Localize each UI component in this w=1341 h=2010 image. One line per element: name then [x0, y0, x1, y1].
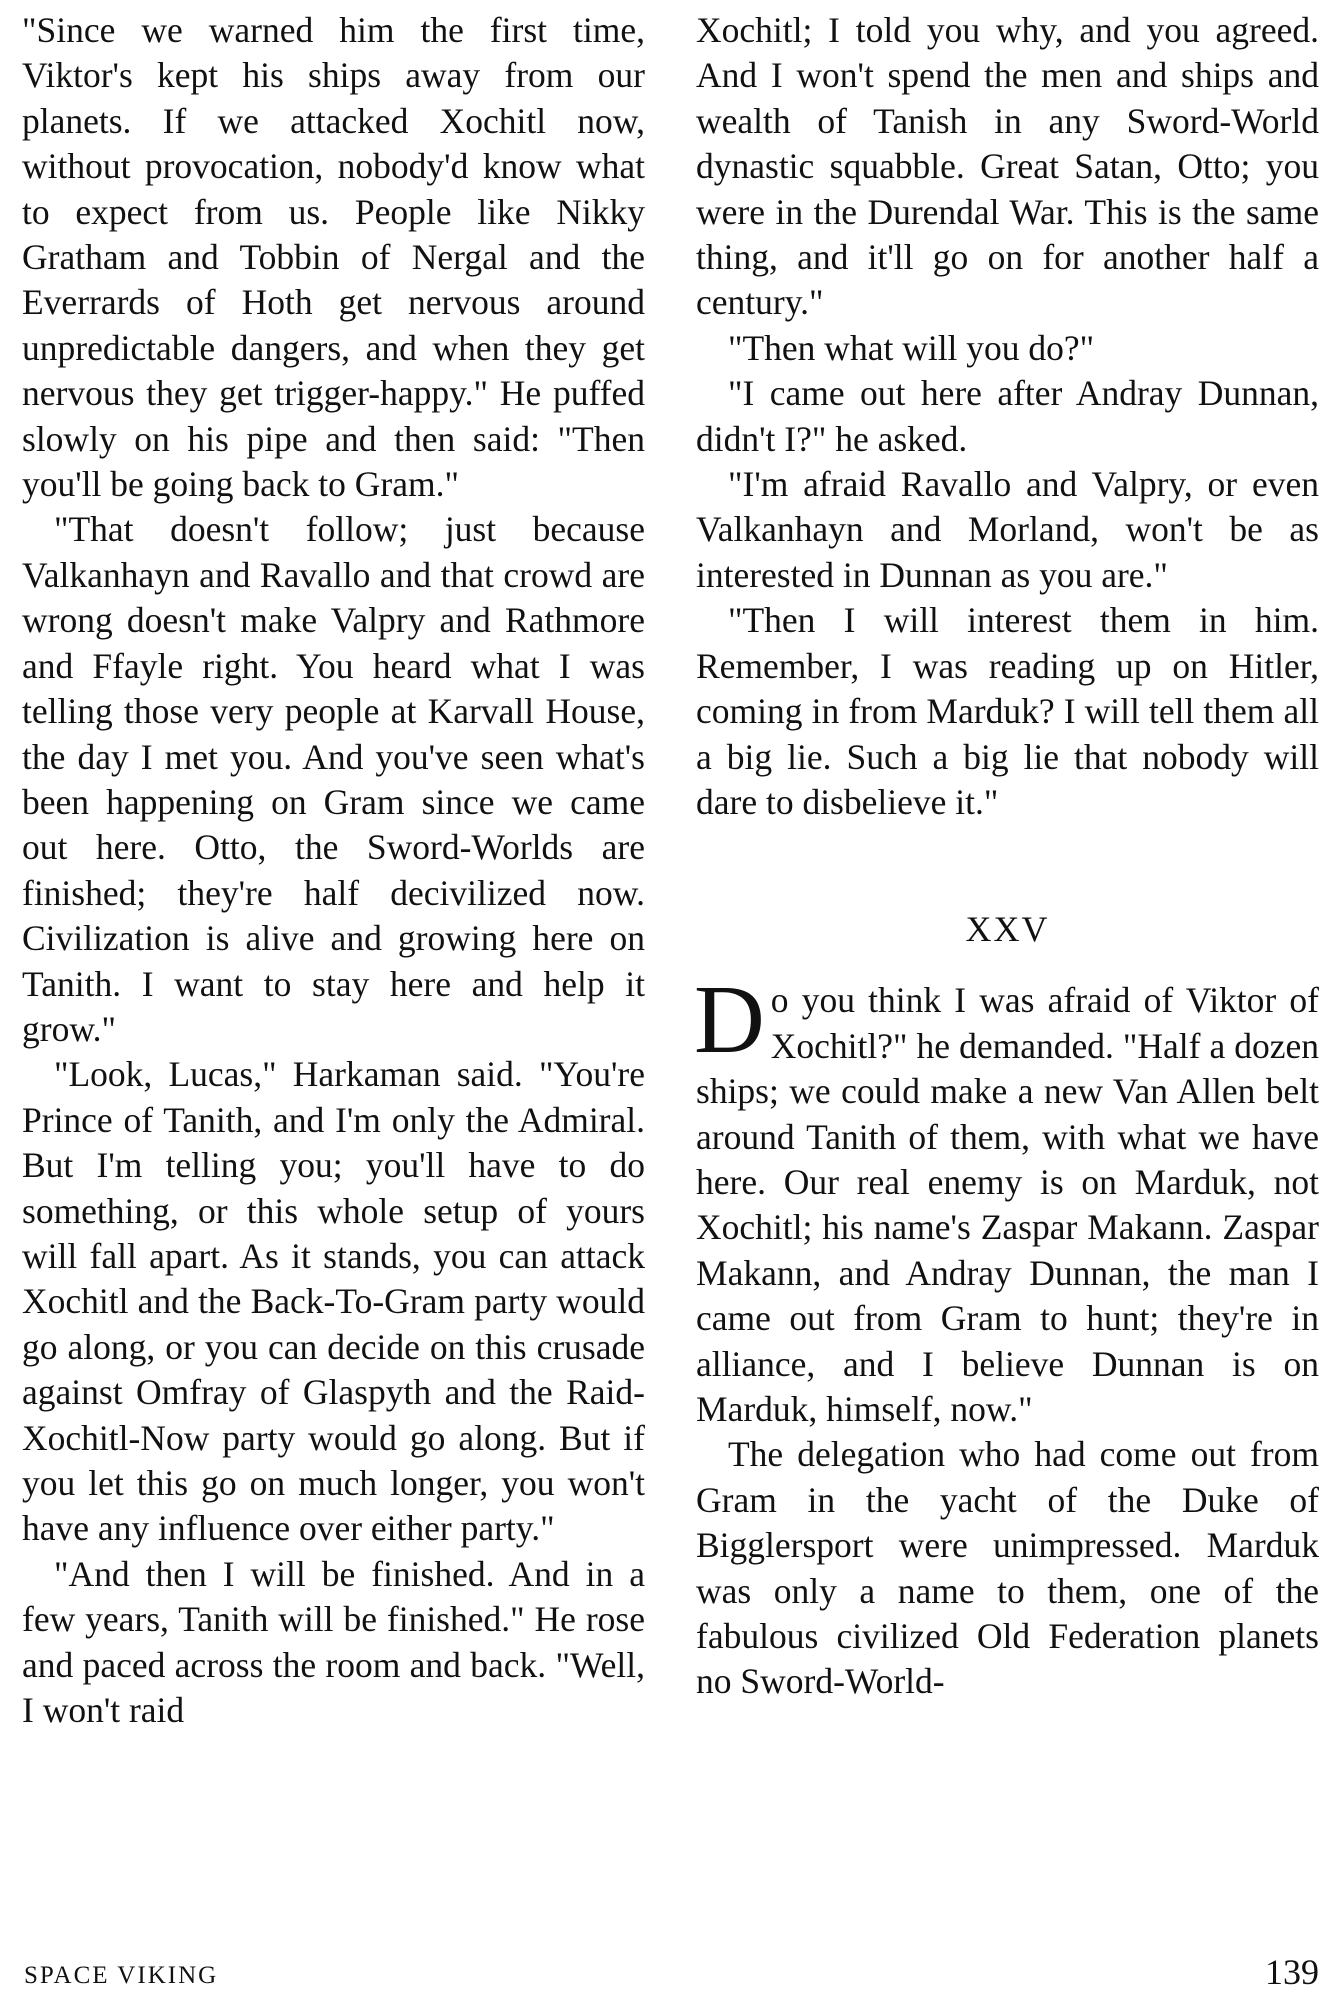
left-column: [22, 8, 645, 1733]
paragraph: "Then what will you do?": [728, 327, 1095, 368]
drop-cap: D: [694, 966, 765, 1075]
paragraph: "Look, Lucas," Harkaman said. "You're Prince of Tanith, and I'm only the Admiral. But I'm telling you; you'll have to do something, or this whole setup of yours will fall apart. As it stands, you can attack Xochitl and the Back-To-Gram party would go along, or you can decide on this crusade against Omfray of Glaspyth and the Raid-Xochitl-Now party would go along. But if you let this go on much longer, you won't have any influence over either party.": [22, 1054, 645, 1549]
running-footer-title: SPACE VIKING: [24, 1962, 219, 1989]
chapter-opening-paragraph: [694, 966, 1319, 1432]
paragraph: The delegation who had come out from Gram in the yacht of the Duke of Bigglersport were unimpressed. Marduk was only a name to them, one of the fabulous civilized Old Federation planets no Sword-World-: [696, 1434, 1319, 1702]
paragraph: "Since we warned him the first time, Viktor's kept his ships away from our planets. If we attacked Xochitl now, without provocation, nobody'd know what to expect from us. People like Nikky Gratham and Tobbin of Nergal and the Everrards of Hoth get nervous around unpredictable dangers, and when they get nervous they get trigger-happy." He puffed slowly on his pipe and then said: "Then you'll be going back to Gram.": [22, 10, 645, 505]
paragraph: "Then I will interest them in him. Remember, I was reading up on Hitler, coming in from Marduk? I will tell them all a big lie. Such a big lie that nobody will dare to disbelieve it.": [696, 600, 1319, 822]
page-number: 139: [1265, 1952, 1319, 1992]
paragraph: "I'm afraid Ravallo and Valpry, or even Valkanhayn and Morland, won't be as interested in Dunnan as you are.": [696, 464, 1319, 595]
paragraph: Xochitl; I told you why, and you agreed. And I won't spend the men and ships and wealth of Tanish in any Sword-World dynastic squabble. Great Satan, Otto; you were in the Durendal War. This is the same thing, and it'll go on for another half a century.": [696, 10, 1319, 323]
chapter-heading: XXV: [965, 909, 1050, 950]
paragraph: "And then I will be finished. And in a few years, Tanith will be finished." He rose and paced across the room and back. "Well, I won't raid: [22, 1553, 645, 1731]
paragraph: "That doesn't follow; just because Valkanhayn and Ravallo and that crowd are wrong doesn't make Valpry and Rathmore and Ffayle right. You heard what I was telling those very people at Karvall House, the day I met you. And you've seen what's been happening on Gram since we came out here. Otto, the Sword-Worlds are finished; they're half decivilized now. Civilization is alive and growing here on Tanith. I want to stay here and help it grow.": [22, 509, 645, 1049]
right-column: [696, 8, 1319, 1705]
paragraph: "I came out here after Andray Dunnan, didn't I?" he asked.: [696, 373, 1319, 459]
opening-text: o you think I was afraid of Viktor of Xochitl?" he demanded. "Half a dozen ships; we could make a new Van Allen belt around Tanith of them, with what we have here. Our real enemy is on Marduk, not Xochitl; his name's Zaspar Makann. Zaspar Makann, and Andray Dunnan, the man I came out from Gram to hunt; they're in alliance, and I believe Dunnan is on Marduk, himself, now.": [696, 980, 1319, 1429]
